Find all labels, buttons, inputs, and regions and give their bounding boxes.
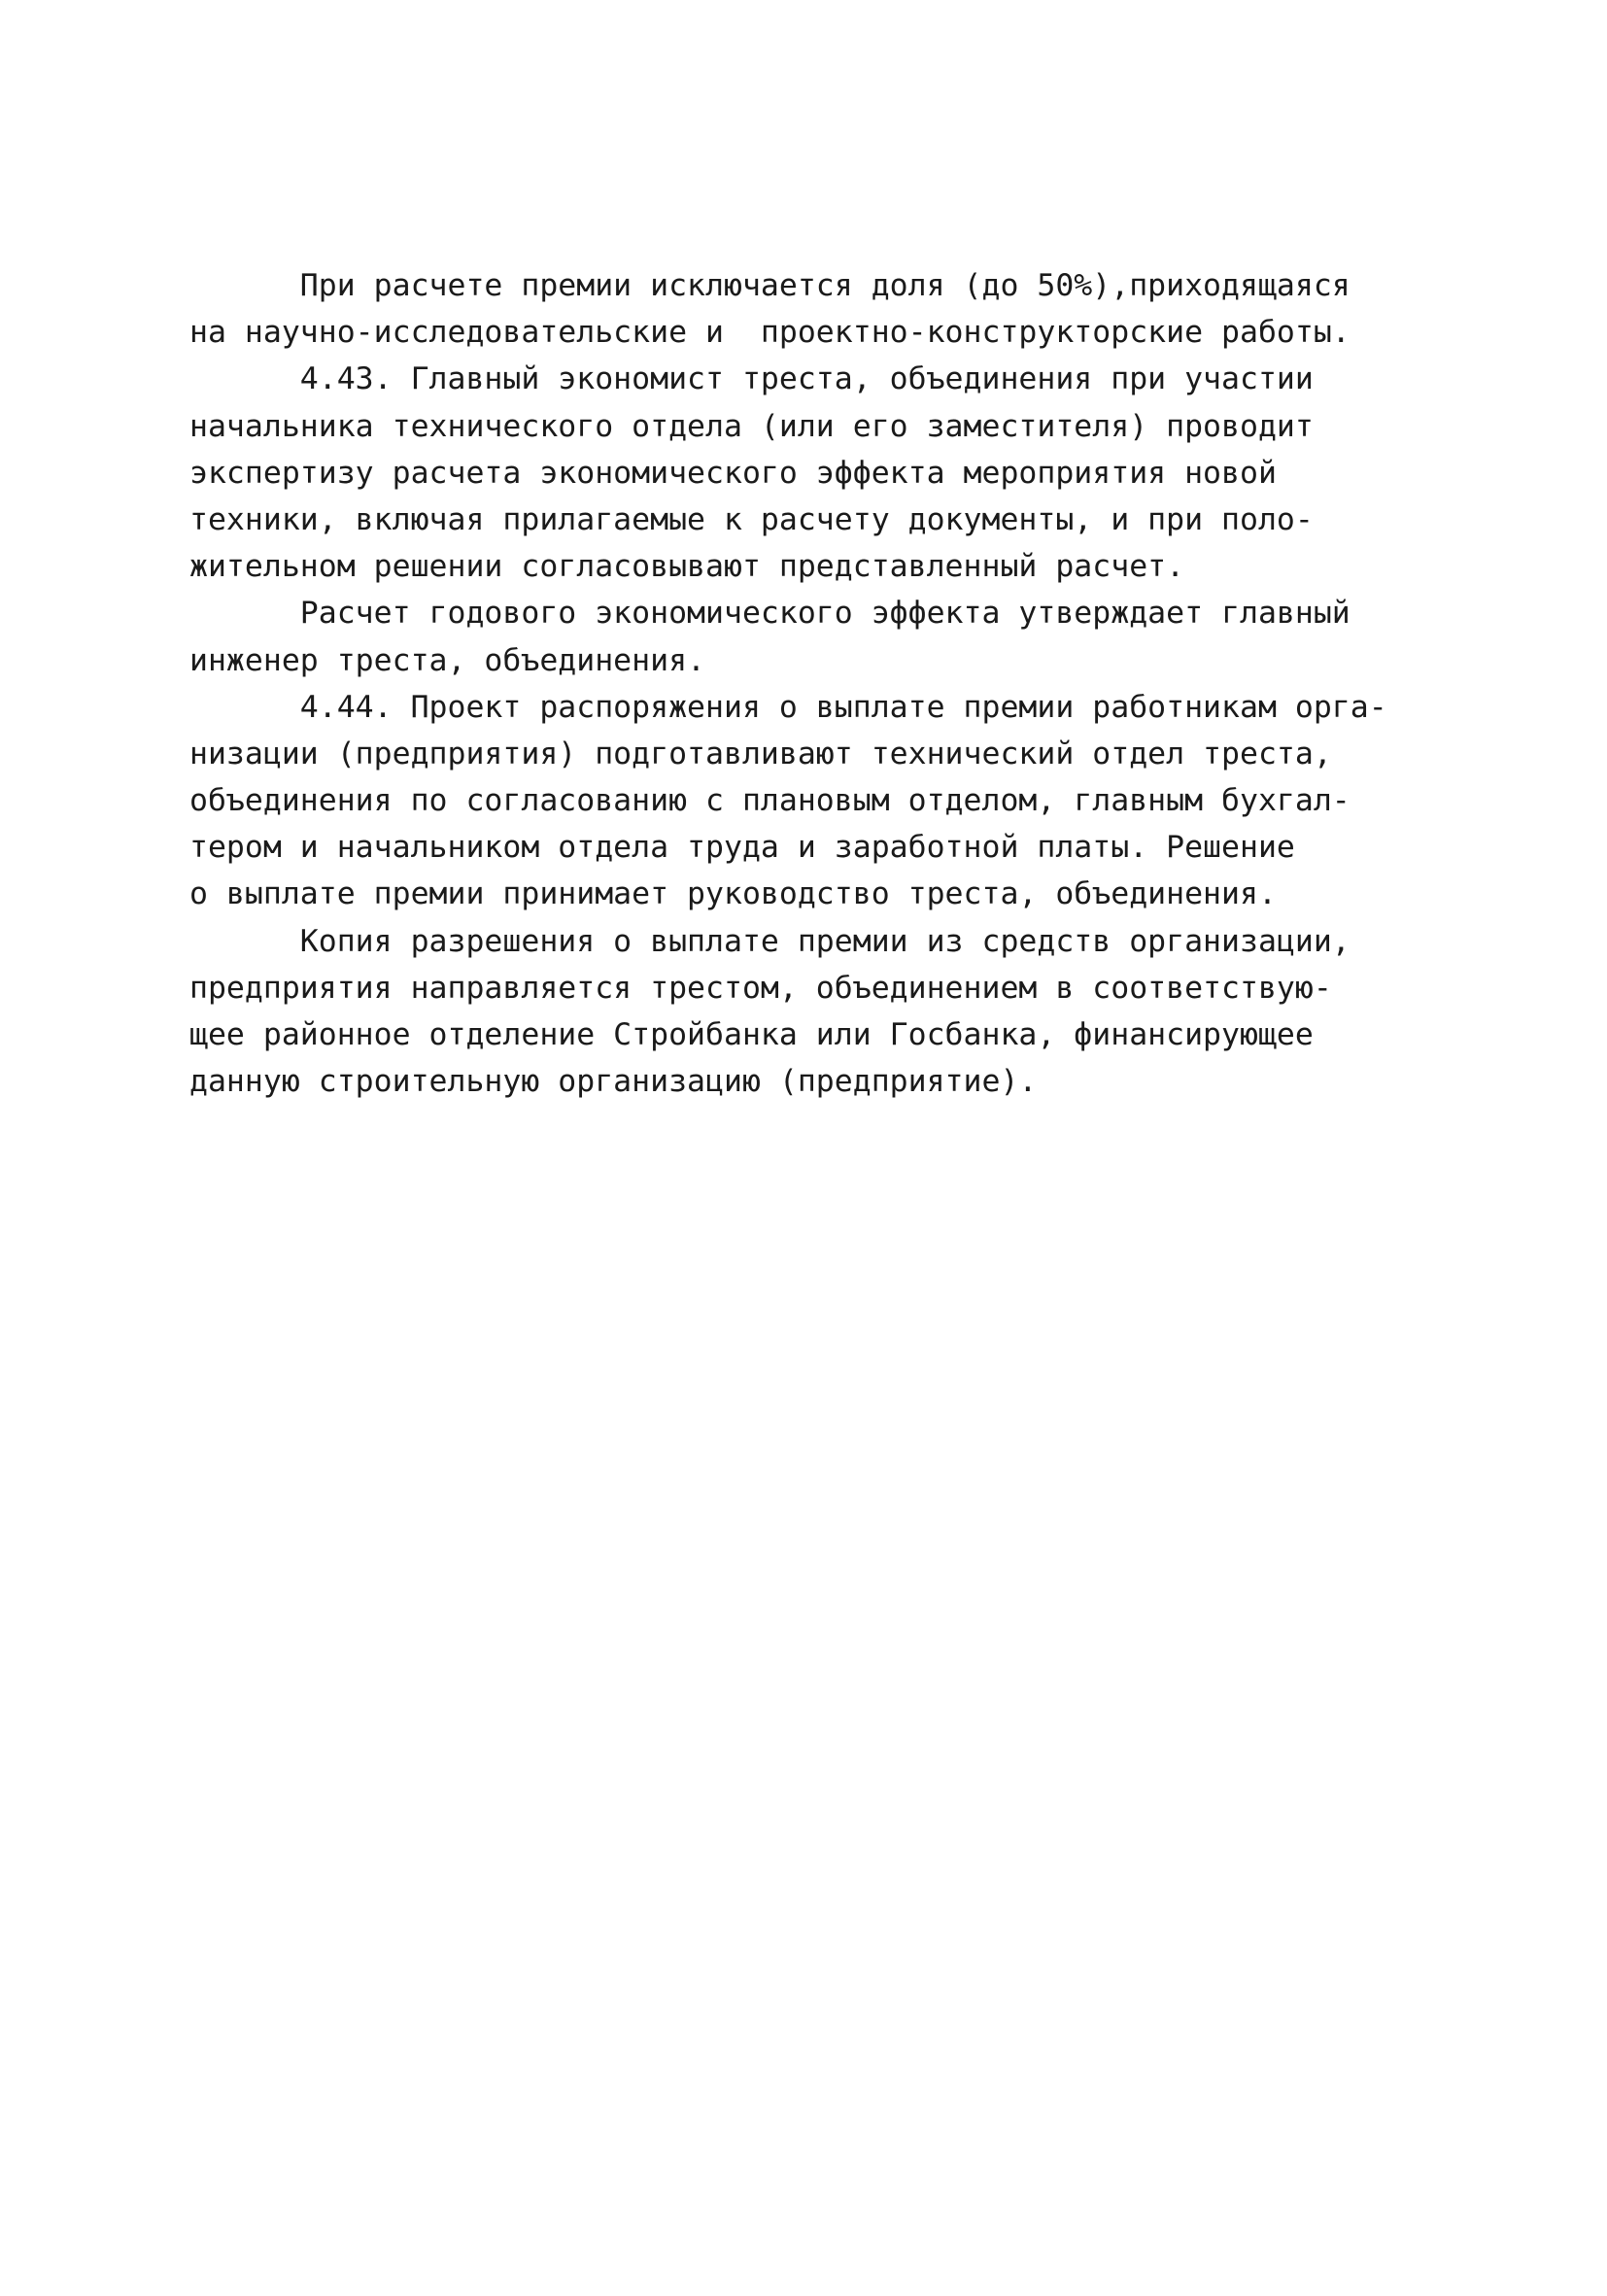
text-line: экспертизу расчета экономического эффекта мероприятия новой bbox=[189, 455, 1277, 491]
text-line: жительном решении согласовывают представленный расчет. bbox=[189, 549, 1185, 585]
document-body bbox=[189, 262, 1453, 1105]
text-line: объединения по согласованию с плановым отделом, главным бухгал- bbox=[189, 783, 1351, 819]
text-line: 4.43. Главный экономист треста, объединения при участии bbox=[189, 361, 1314, 397]
text-line: о выплате премии принимает руководство треста, объединения. bbox=[189, 876, 1277, 912]
text-line: Расчет годового экономического эффекта утверждает главный bbox=[189, 596, 1351, 632]
text-line: Копия разрешения о выплате премии из средств организации, bbox=[189, 923, 1351, 959]
text-line: начальника технического отдела (или его заместителя) проводит bbox=[189, 408, 1314, 444]
text-line: предприятия направляется трестом, объединением в соответствую- bbox=[189, 970, 1332, 1006]
text-line: техники, включая прилагаемые к расчету документы, и при поло- bbox=[189, 501, 1314, 537]
text-line: 4.44. Проект распоряжения о выплате премии работникам орга- bbox=[189, 689, 1387, 725]
text-line: на научно-исследовательские и проектно-конструкторские работы. bbox=[189, 315, 1351, 351]
text-line: инженер треста, объединения. bbox=[189, 642, 706, 678]
text-line: низации (предприятия) подготавливают технический отдел треста, bbox=[189, 736, 1332, 771]
text-line: данную строительную организацию (предприятие). bbox=[189, 1064, 1038, 1100]
text-line: При расчете премии исключается доля (до 50%),приходящаяся bbox=[189, 268, 1351, 303]
text-line: тером и начальником отдела труда и заработной платы. Решение bbox=[189, 830, 1295, 866]
text-line: щее районное отделение Стройбанка или Госбанка, финансирующее bbox=[189, 1017, 1314, 1052]
